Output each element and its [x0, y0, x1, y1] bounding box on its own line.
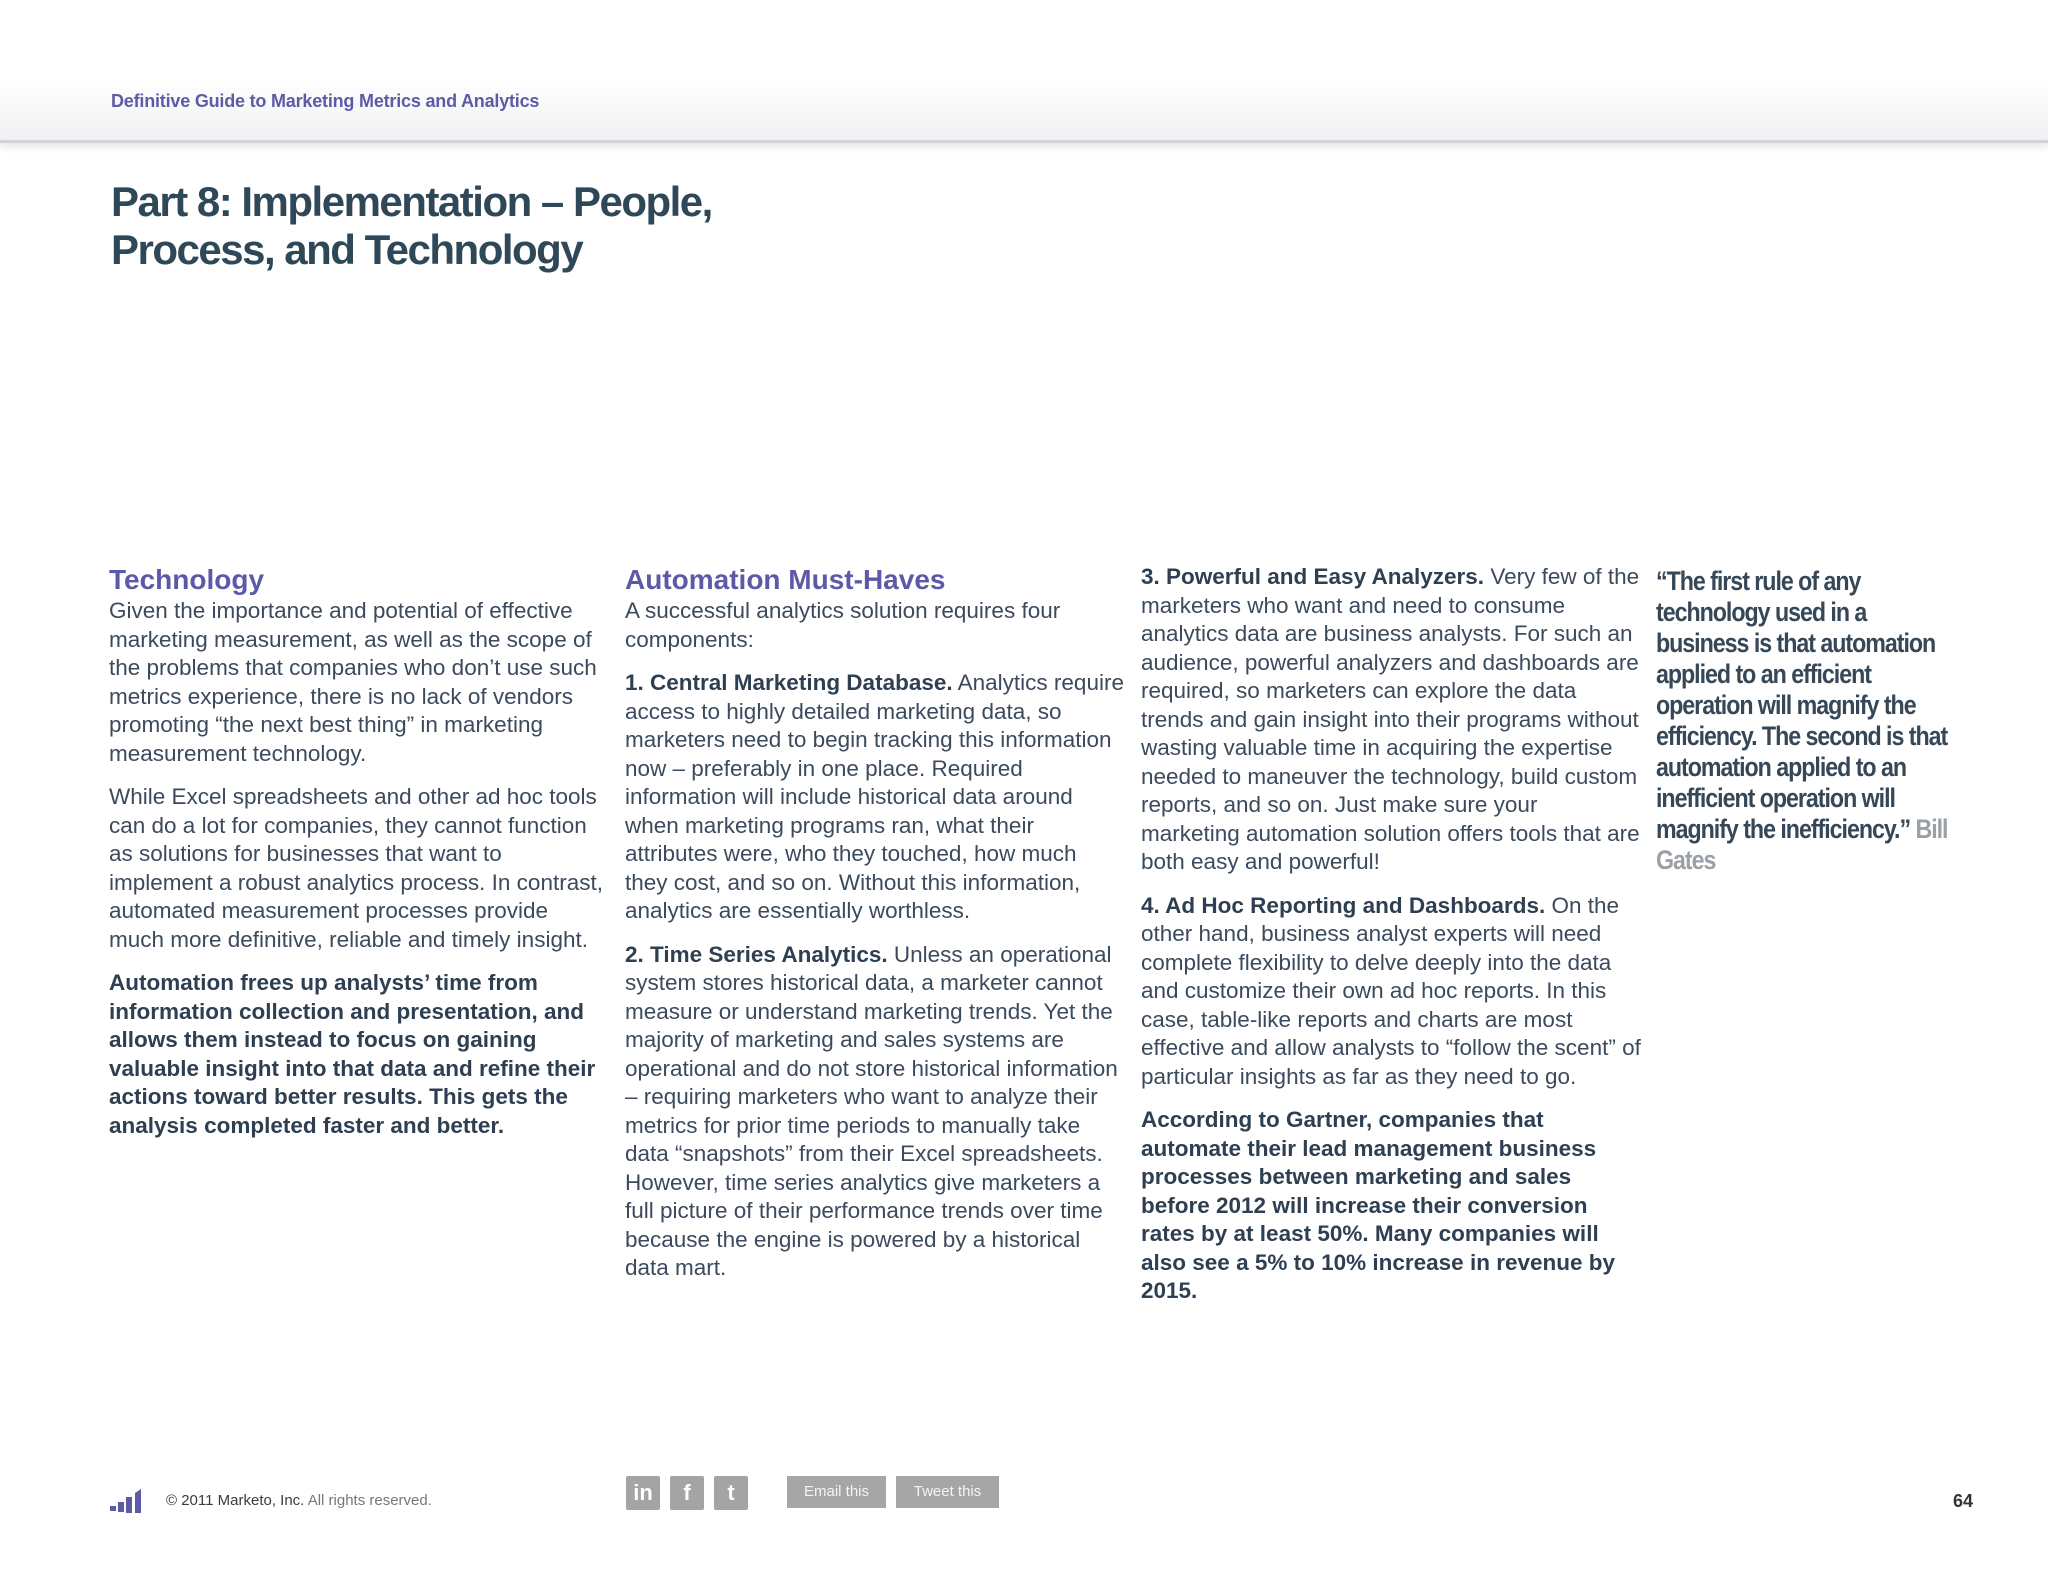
analyzers-column — [1141, 563, 1641, 1321]
technology-callout: Automation frees up analysts’ time from information collection and presentation, and allows them instead to focus on gaining valuable insight into that data and refine their actions toward better results. This gets the analysis completed faster and better. — [109, 970, 596, 1138]
quote-attribution: Bill Gates — [1656, 814, 1948, 875]
item-1-title: 1. Central Marketing Database. — [625, 670, 953, 695]
must-haves-column — [625, 563, 1125, 1298]
tweet-this-button[interactable]: Tweet this — [896, 1476, 999, 1508]
item-3-title: 3. Powerful and Easy Analyzers. — [1141, 564, 1485, 589]
item-4-text: On the other hand, business analyst experts will need complete flexibility to delve deeply into the data and customize their own ad hoc reports. In this case, table-like reports and charts are most effective and allow analysts to “follow the scent” of particular insights as far as they need to go. — [1141, 892, 1641, 1089]
must-have-item-1 — [625, 669, 1125, 926]
item-2-text: Unless an operational system stores historical data, a marketer cannot measure or understand marketing trends. Yet the majority of marketing and sales systems are operational and do not store historical information – requiring marketers who want to analyze their metrics for prior time periods to manually take data “snapshots” from their Excel spreadsheets. However, time series analytics give marketers a full picture of their performance trends over time because the engine is powered by a historical data mart. — [625, 941, 1118, 1280]
rights-text: All rights reserved. — [307, 1492, 432, 1509]
item-1-text: Analytics require access to highly detailed marketing data, so marketers need to begin tracking this information now – preferably in one place. Required information will include historical data around when marketing programs ran, what their attributes were, who they touched, how much they cost, and so on. Without this information, analytics are essentially worthless. — [625, 670, 1124, 923]
email-this-button[interactable]: Email this — [787, 1476, 886, 1508]
page-number: 64 — [1953, 1491, 1974, 1511]
running-title: Definitive Guide to Marketing Metrics and Analytics — [111, 91, 540, 111]
technology-paragraph-2: While Excel spreadsheets and other ad hoc tools can do a lot for companies, they cannot function as solutions for businesses that want to implement a robust analytics process. In contrast, automated measurement processes provide much more definitive, reliable and timely insight. — [109, 784, 603, 952]
twitter-icon[interactable]: t — [714, 1476, 748, 1510]
item-4-title: 4. Ad Hoc Reporting and Dashboards. — [1141, 892, 1546, 918]
header-band — [0, 0, 2048, 143]
item-3-text: Very few of the marketers who want and need to consume analytics data are business analysts. For such an audience, powerful analyzers and dashboards are required, so marketers can explore the data trends and gain insight into their programs without wasting valuable time in acquiring the expertise needed to maneuver the technology, build custom reports, and so on. Just make sure your marketing automation solution offers tools that are both easy and powerful! — [1141, 564, 1640, 874]
technology-heading: Technology — [109, 564, 265, 595]
technology-paragraph-1: Given the importance and potential of effective marketing measurement, as well as the scope of the problems that companies who don’t use such metrics experience, there is no lack of vendors promoting “the next best thing” in marketing measurement technology. — [109, 598, 597, 766]
page-title-line-2: Process, and Technology — [111, 226, 583, 273]
technology-column — [109, 563, 609, 1155]
gartner-callout: According to Gartner, companies that automate their lead management business processes between marketing and sales before 2012 will increase their conversion rates by at least 50%. Many companies will also see a 5% to 10% increase in revenue by 2015. — [1141, 1107, 1615, 1303]
copyright — [166, 1492, 432, 1509]
page-title — [111, 178, 712, 274]
page-title-line-1: Part 8: Implementation – People, — [111, 178, 712, 225]
copyright-text: © 2011 Marketo, Inc. — [166, 1492, 305, 1509]
must-have-item-3 — [1141, 563, 1641, 877]
marketo-logo-icon — [110, 1488, 148, 1514]
facebook-icon[interactable]: f — [670, 1476, 704, 1510]
must-have-item-4 — [1141, 892, 1641, 1092]
must-have-item-2 — [625, 941, 1125, 1283]
item-2-title: 2. Time Series Analytics. — [625, 941, 888, 967]
quote-text: “The first rule of any technology used in a business is that automation applied to an efficient operation will magnify the efficiency. The second is that automation applied to an inefficient operation will magnify the inefficiency.” — [1656, 566, 1948, 844]
linkedin-icon[interactable]: in — [626, 1476, 660, 1510]
must-haves-intro: A successful analytics solution requires four components: — [625, 598, 1061, 652]
must-haves-heading: Automation Must-Haves — [625, 564, 946, 595]
pull-quote — [1656, 566, 1948, 876]
